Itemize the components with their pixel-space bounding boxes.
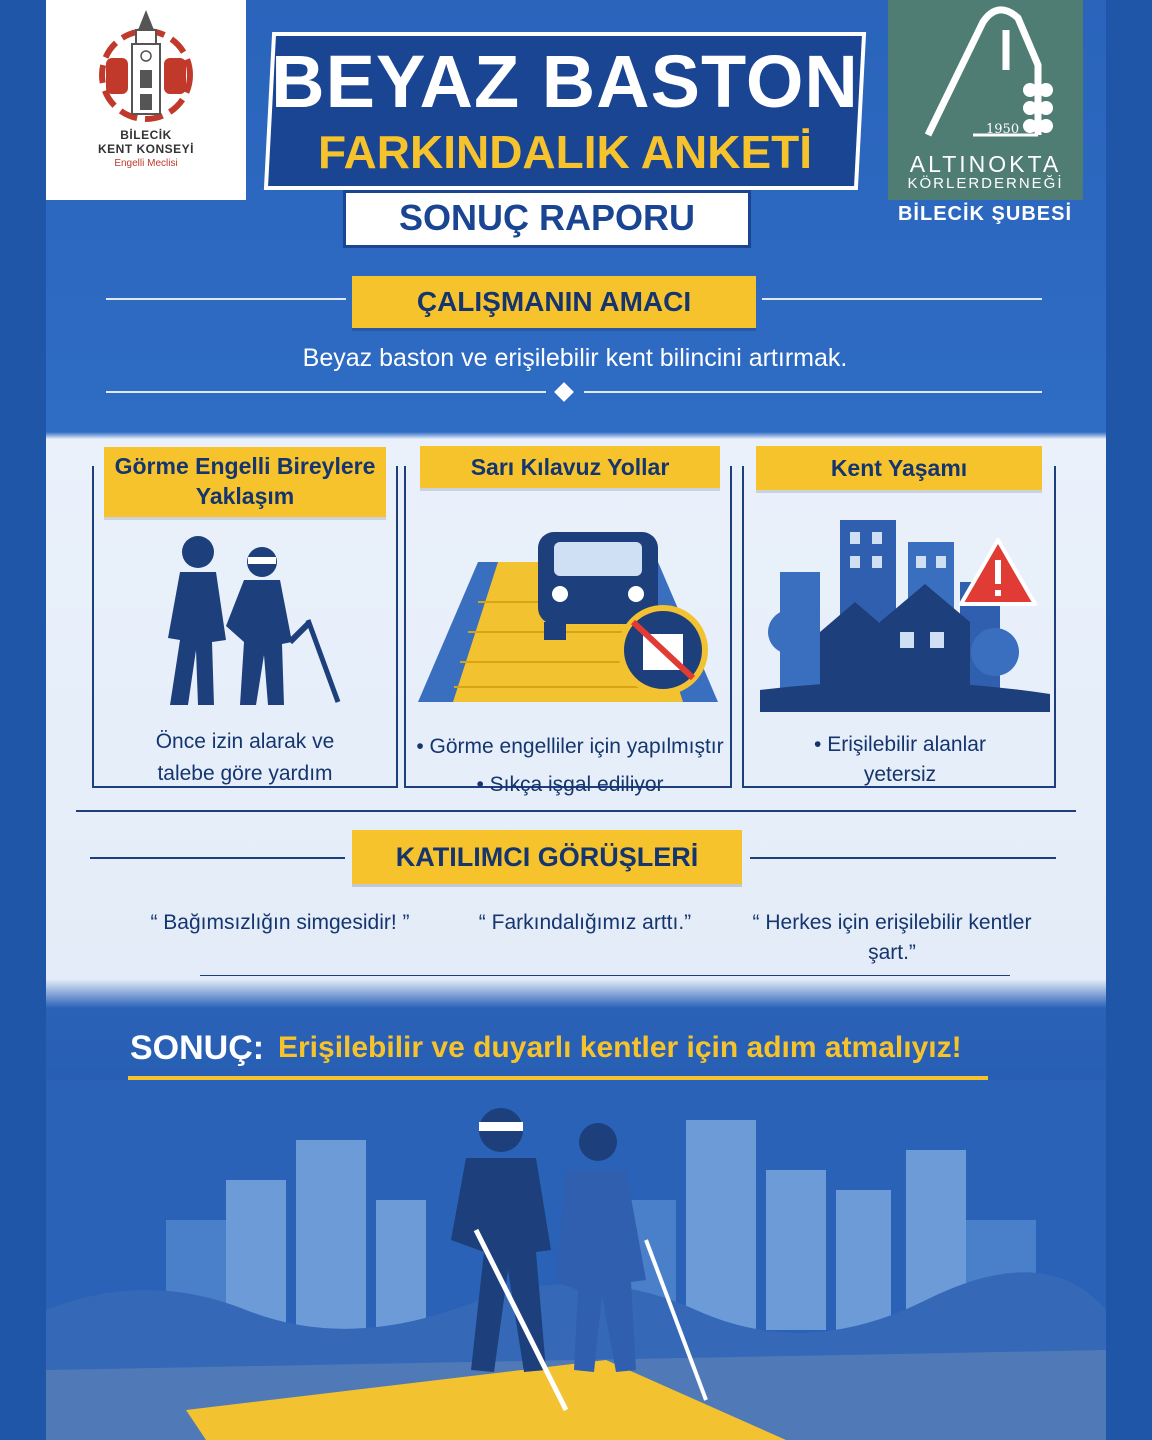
- city-buildings-icon: [760, 512, 1050, 712]
- quote-1: “ Bağımsızlığın simgesidir! ”: [150, 911, 410, 934]
- column-title-city: Kent Yaşamı: [756, 446, 1042, 490]
- divider-left: [106, 298, 346, 300]
- purpose-heading: ÇALIŞMANIN AMACI: [352, 276, 756, 328]
- left-logo-line3: Engelli Meclisi: [114, 158, 178, 169]
- column-desc-line: • Görme engelliler için yapılmıştır: [416, 735, 724, 758]
- branch-label: BİLECİK ŞUBESİ: [897, 203, 1073, 225]
- right-logo-name2: KÖRLERDERNEĞİ: [907, 175, 1064, 192]
- left-logo-line2: KENT KONSEYİ: [97, 142, 194, 156]
- divider-opinions-right: [750, 857, 1056, 859]
- column-title-approach: Görme Engelli Bireylere Yaklaşım: [104, 447, 386, 517]
- opinions-heading: KATILIMCI GÖRÜŞLERİ: [352, 830, 742, 884]
- column-desc-approach: [100, 726, 390, 790]
- column-title-tactile: Sarı Kılavuz Yollar: [420, 446, 720, 488]
- quote-2: “ Farkındalığımız arttı.”: [478, 911, 692, 934]
- blind-person-guided-icon: [140, 530, 360, 710]
- divider-opinions-left: [90, 857, 345, 859]
- warning-icon: [961, 540, 1035, 604]
- column-desc-line: talebe göre yardım: [157, 762, 333, 785]
- purpose-text: Beyaz baston ve erişilebilir kent bilincini artırmak.: [302, 344, 848, 372]
- kent-konseyi-logo: [46, 0, 246, 200]
- column-desc-tactile: [412, 728, 728, 804]
- divider-left-2: [106, 391, 546, 393]
- right-logo-name1: ALTINOKTA: [909, 151, 1062, 177]
- column-desc-line: • Erişilebilir alanlar: [814, 733, 986, 756]
- divider-mid: [76, 810, 1076, 812]
- result-label: SONUÇ:: [130, 1029, 265, 1067]
- column-desc-city: [750, 730, 1050, 790]
- quote-3: “ Herkes için erişilebilir kentler şart.”: [752, 911, 1032, 964]
- clock-tower-logo-icon: [46, 0, 246, 130]
- divider-right: [762, 298, 1042, 300]
- right-logo-year: 1950: [986, 122, 1020, 137]
- page-subtitle: SONUÇ RAPORU: [398, 197, 695, 238]
- left-logo-line1: BİLECİK: [120, 128, 172, 142]
- column-desc-line: Önce izin alarak ve: [155, 730, 335, 753]
- no-parking-icon: [621, 608, 705, 692]
- page-title: BEYAZ BASTON: [271, 40, 859, 123]
- couple-walking-with-cane-icon: [46, 1080, 1106, 1440]
- page-title-line2: FARKINDALIK ANKETİ: [317, 126, 813, 178]
- divider-bottom: [200, 975, 1010, 976]
- altinokta-logo: [888, 0, 1083, 200]
- column-desc-line: yetersiz: [863, 763, 937, 786]
- result-text: Erişilebilir ve duyarlı kentler için adım atmalıyız!: [278, 1031, 962, 1064]
- column-desc-line: • Sıkça işgal ediliyor: [476, 773, 664, 796]
- divider-right-2: [584, 391, 1042, 393]
- car-on-tactile-path-icon: [418, 522, 718, 712]
